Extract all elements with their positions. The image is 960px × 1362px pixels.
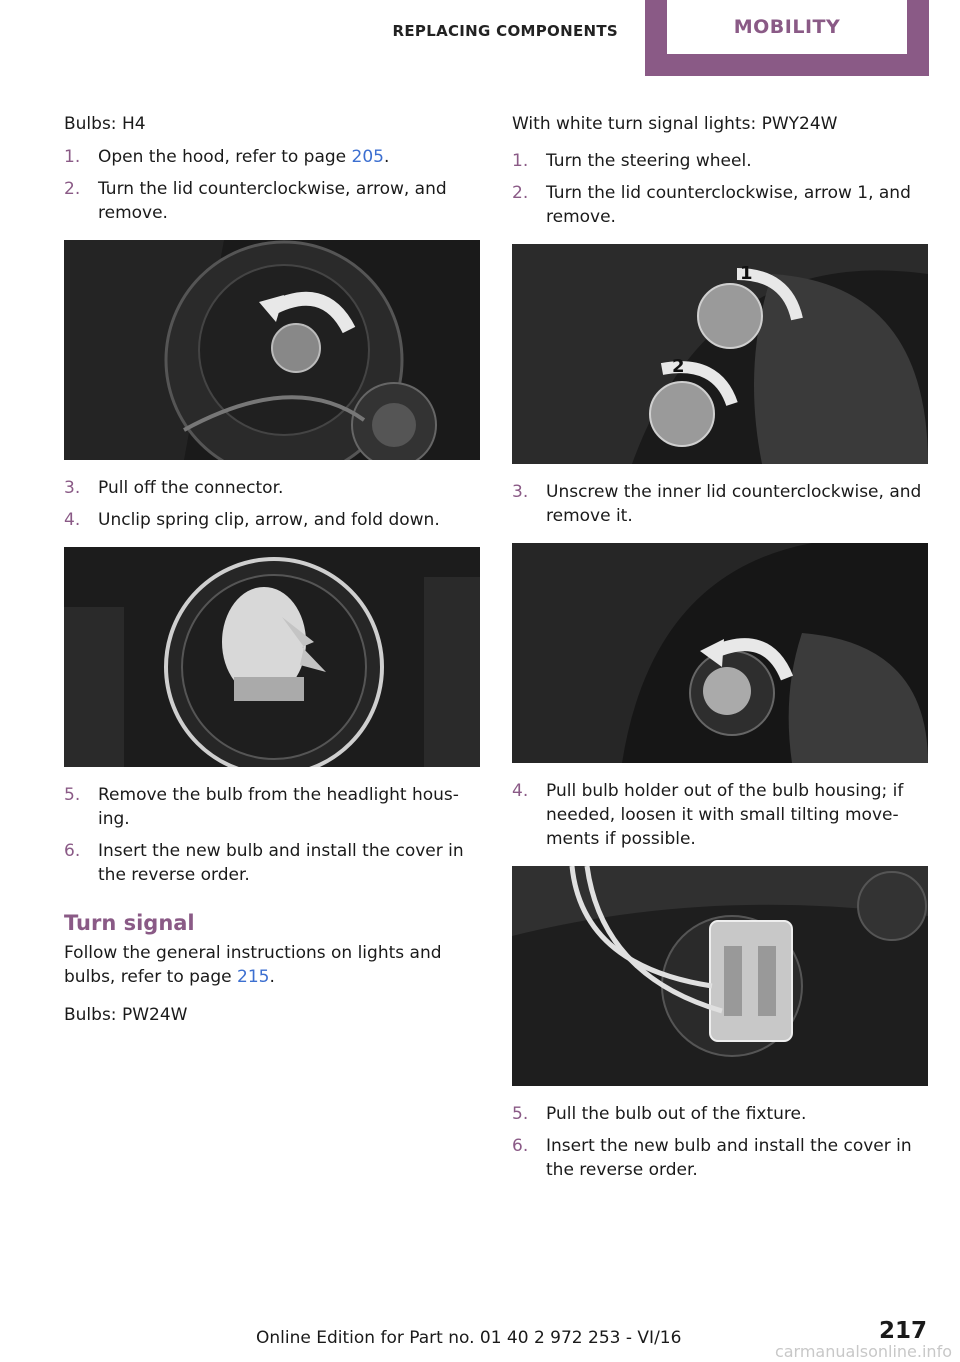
step-text: Pull bulb holder out of the bulb housing; if needed, loosen it with small tilting move‐ments if possible. [546, 781, 904, 849]
running-header-section: REPLACING COMPONENTS [392, 22, 618, 40]
step-number: 4. [512, 781, 529, 801]
step-item [64, 783, 482, 831]
section-heading-turn-signal: Turn signal [64, 911, 195, 935]
step-text [98, 145, 482, 169]
step-number: 1. [512, 151, 529, 171]
step-item [512, 779, 930, 851]
step-number: 2. [64, 179, 81, 199]
step-number: 5. [64, 785, 81, 805]
turn-signal-text: Follow the general instructions on lights and bulbs, refer to page [64, 943, 442, 987]
step-number: 3. [64, 478, 81, 498]
turn-signal-paragraph [64, 941, 482, 989]
intro-bulbs-h4: Bulbs: H4 [64, 114, 146, 134]
step-item [64, 508, 482, 532]
step-number: 4. [64, 510, 81, 530]
page-link-205[interactable]: 205 [351, 147, 384, 167]
step-item [512, 149, 930, 173]
photo-headlight-lid-drawing [64, 240, 480, 460]
step-item [64, 177, 482, 225]
page-link-215[interactable]: 215 [237, 967, 270, 987]
right-column [512, 112, 930, 1190]
photo-wheel-arch-lids-drawing [512, 244, 928, 464]
step-number: 1. [64, 147, 81, 167]
bulbs-pw24w: Bulbs: PW24W [64, 1005, 188, 1025]
left-column [64, 112, 482, 1036]
step-item [64, 839, 482, 887]
arrow-label: 2 [672, 356, 685, 377]
step-text: Turn the steering wheel. [546, 151, 752, 171]
photo-headlight-lid [64, 240, 480, 460]
step-text: Remove the bulb from the headlight hous‐ing. [98, 785, 459, 829]
step-item [512, 1134, 930, 1182]
photo-wheel-arch-lids [512, 244, 928, 464]
step-text: Turn the lid counterclockwise, arrow 1, and remove. [546, 183, 911, 227]
page-footer [0, 1318, 960, 1362]
turn-signal-after: . [269, 967, 275, 987]
step-text: Insert the new bulb and install the cover in the reverse order. [98, 841, 464, 885]
step-item [512, 1102, 930, 1126]
step-number: 5. [512, 1104, 529, 1124]
step-text: Pull off the connector. [98, 478, 284, 498]
step-item [64, 476, 482, 500]
arrow-label: 1 [740, 263, 753, 284]
step-text-main: Open the hood, refer to page [98, 147, 352, 167]
step-item [64, 145, 482, 169]
step-item [512, 181, 930, 229]
step-text: Insert the new bulb and install the cover in the reverse order. [546, 1136, 912, 1180]
step-number: 6. [512, 1136, 529, 1156]
intro-white-turn-signal: With white turn signal lights: PWY24W [512, 114, 838, 134]
step-item [512, 480, 930, 528]
photo-spring-clip-drawing [64, 547, 480, 767]
chapter-tab [645, 0, 929, 76]
photo-bulb-holder [512, 866, 928, 1086]
watermark: carmanualsonline.info [774, 1342, 952, 1361]
step-text-after: . [383, 147, 390, 167]
photo-spring-clip [64, 547, 480, 767]
chapter-tab-inner [667, 0, 907, 54]
step-text: Turn the lid counterclockwise, arrow, and remove. [98, 179, 447, 223]
step-number: 3. [512, 482, 529, 502]
photo-inner-lid [512, 543, 928, 763]
step-number: 6. [64, 841, 81, 861]
step-text: Unclip spring clip, arrow, and fold down. [98, 510, 440, 530]
photo-inner-lid-drawing [512, 543, 928, 763]
step-text: Pull the bulb out of the fixture. [546, 1104, 807, 1124]
step-number: 2. [512, 183, 529, 203]
step-text: Unscrew the inner lid counterclockwise, and remove it. [546, 482, 922, 526]
footer-edition-text: Online Edition for Part no. 01 40 2 972 253 - VI/16 [256, 1328, 682, 1348]
page-number: 217 [878, 1318, 927, 1344]
photo-bulb-holder-drawing [512, 866, 928, 1086]
chapter-tab-label: MOBILITY [733, 16, 841, 38]
